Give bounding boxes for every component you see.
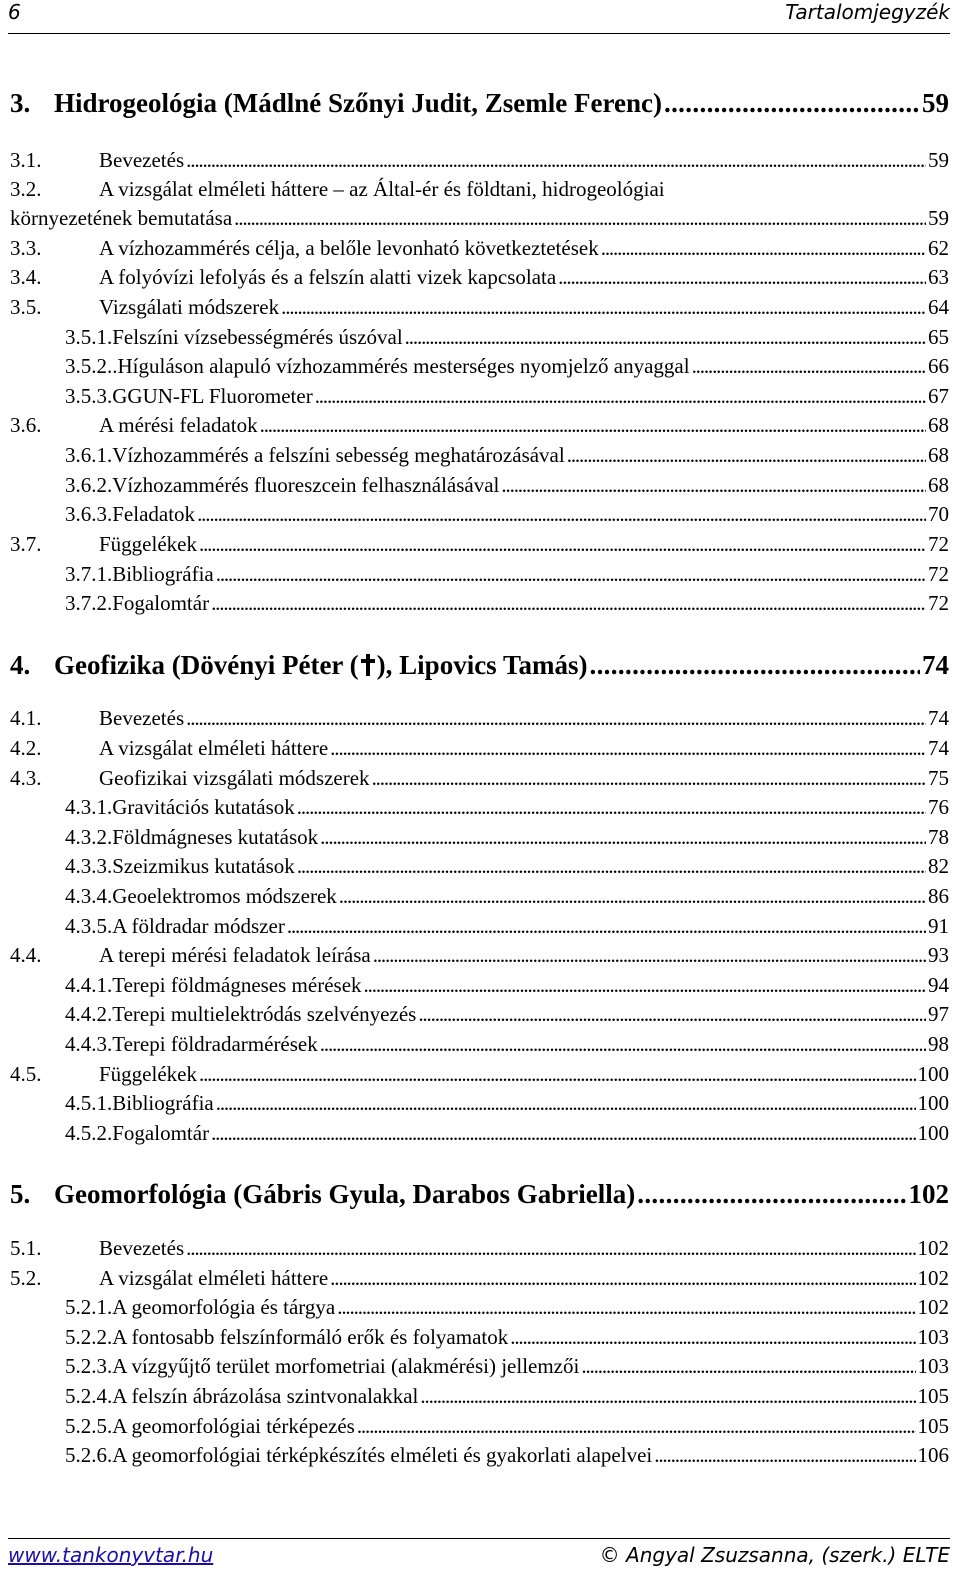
toc-entry-title-text: Fogalomtár xyxy=(112,591,210,615)
toc-entry-number: 4.4.1. xyxy=(65,973,113,997)
toc-entry-page: 86 xyxy=(928,884,949,908)
toc-entry-page: 102 xyxy=(917,1295,949,1319)
toc-entry[interactable] xyxy=(10,766,949,791)
toc-entry-number: 3.7.2. xyxy=(65,591,113,615)
dot-leader xyxy=(297,795,926,820)
dot-leader xyxy=(330,1266,915,1291)
toc-entry-title xyxy=(99,413,258,438)
toc-entry[interactable] xyxy=(10,1179,949,1210)
dot-leader xyxy=(320,825,926,850)
toc-entry-page: 68 xyxy=(928,473,949,497)
dot-leader xyxy=(199,532,926,557)
toc-entry[interactable] xyxy=(10,1121,949,1146)
toc-entry-title xyxy=(112,354,689,379)
toc-entry-page: 102 xyxy=(917,1266,949,1290)
page-footer xyxy=(8,1538,950,1567)
toc-entry[interactable] xyxy=(10,591,949,616)
dot-leader xyxy=(186,706,926,731)
toc-entry-title-text: A vizsgálat elméleti háttere – az Által-ér és földtani, hidrogeológiai xyxy=(99,177,665,201)
toc-entry-number: 3.6. xyxy=(10,413,42,437)
toc-entry[interactable] xyxy=(10,650,949,681)
toc-entry-title-text: Vízhozammérés fluoreszcein felhasználásával xyxy=(112,473,500,497)
dot-leader xyxy=(654,1443,915,1468)
toc-entry[interactable] xyxy=(10,88,949,119)
toc-entry-title-text: Gravitációs kutatások xyxy=(112,795,295,819)
toc-entry-number: 3.7.1. xyxy=(65,562,113,586)
toc-entry[interactable] xyxy=(10,384,949,409)
toc-entry-title-text: Geofizikai vizsgálati módszerek xyxy=(99,766,370,790)
dot-leader xyxy=(589,650,920,681)
dot-leader xyxy=(287,914,926,939)
toc-entry-number: 4.3.2. xyxy=(65,825,113,849)
toc-entry[interactable] xyxy=(10,502,949,527)
toc-entry[interactable] xyxy=(10,1354,949,1379)
toc-entry[interactable] xyxy=(10,206,949,231)
toc-entry[interactable] xyxy=(10,1384,949,1409)
toc-entry-number: 3.3. xyxy=(10,236,42,260)
toc-entry[interactable] xyxy=(10,325,949,350)
toc-entry-title-suffix: ), Lipovics Tamás) xyxy=(376,650,588,680)
toc-entry[interactable] xyxy=(10,236,949,261)
toc-entry-title-text: Vízhozammérés a felszíni sebesség meghatározásával xyxy=(112,443,565,467)
dot-leader xyxy=(211,1121,915,1146)
toc-entry-title-text: A vizsgálat elméleti háttere xyxy=(99,736,329,760)
toc-entry-title xyxy=(112,795,295,820)
toc-entry[interactable] xyxy=(10,1062,949,1087)
toc-entry[interactable] xyxy=(10,825,949,850)
toc-entry[interactable] xyxy=(10,177,949,202)
toc-entry-number: 4.3.3. xyxy=(65,854,113,878)
dot-leader xyxy=(418,1002,926,1027)
toc-entry[interactable] xyxy=(10,1266,949,1291)
toc-entry[interactable] xyxy=(10,413,949,438)
dot-leader xyxy=(297,854,926,879)
toc-entry-title-text: Bevezetés xyxy=(99,706,185,730)
toc-entry-number: 3.6.2. xyxy=(65,473,113,497)
toc-entry-title-text: .Híguláson alapuló vízhozammérés mesterséges nyomjelző anyaggal xyxy=(112,354,690,378)
toc-entry-title xyxy=(112,1091,213,1116)
toc-entry-title-text: Vizsgálati módszerek xyxy=(99,295,280,319)
toc-entry-title-text: A geomorfológiai térképkészítés elméleti és gyakorlati alapelvei xyxy=(112,1443,653,1467)
toc-entry[interactable] xyxy=(10,736,949,761)
toc-entry-number: 4.5.1. xyxy=(65,1091,113,1115)
toc-entry[interactable] xyxy=(10,295,949,320)
toc-entry-title xyxy=(112,973,361,998)
toc-entry-page: 62 xyxy=(928,236,949,260)
toc-entry-number: 5.2. xyxy=(10,1266,42,1290)
dot-leader xyxy=(337,1295,915,1320)
toc-entry-number: 5.2.6. xyxy=(65,1443,113,1467)
toc-entry-number: 3.7. xyxy=(10,532,42,556)
dot-leader xyxy=(186,148,926,173)
toc-entry[interactable] xyxy=(10,914,949,939)
toc-entry-title-text: Függelékek xyxy=(99,1062,197,1086)
toc-entry-page: 91 xyxy=(928,914,949,938)
toc-entry-number: 5.2.4. xyxy=(65,1384,113,1408)
toc-entry[interactable] xyxy=(10,1325,949,1350)
toc-entry-title xyxy=(99,766,370,791)
toc-entry-number: 4.3.1. xyxy=(65,795,113,819)
toc-entry-page: 59 xyxy=(922,88,949,118)
cross-icon xyxy=(360,654,376,676)
toc-entry-page: 103 xyxy=(917,1325,949,1349)
dot-leader xyxy=(339,884,926,909)
toc-entry-title xyxy=(99,148,184,173)
toc-entry-number: 5.2.1. xyxy=(65,1295,113,1319)
toc-entry-title xyxy=(54,88,662,119)
toc-entry-page: 74 xyxy=(928,706,949,730)
toc-entry[interactable] xyxy=(10,854,949,879)
toc-entry-page: 59 xyxy=(928,148,949,172)
toc-entry-number: 5. xyxy=(10,1179,31,1209)
toc-entry-title xyxy=(112,473,499,498)
toc-entry-page: 68 xyxy=(928,413,949,437)
footer-copyright: © Angyal Zsuzsanna, (szerk.) ELTE xyxy=(599,1543,950,1567)
toc-entry-number: 4. xyxy=(10,650,31,680)
toc-entry-number: 3.1. xyxy=(10,148,42,172)
dot-leader xyxy=(637,1179,906,1210)
dot-leader xyxy=(601,236,926,261)
toc-entry-title xyxy=(112,1354,579,1379)
toc-entry[interactable] xyxy=(10,532,949,557)
dot-leader xyxy=(420,1384,915,1409)
toc-entry[interactable] xyxy=(10,943,949,968)
dot-leader xyxy=(234,206,926,231)
toc-entry-number: 5.2.5. xyxy=(65,1414,113,1438)
toc-entry-title xyxy=(112,1414,355,1439)
toc-entry[interactable] xyxy=(10,562,949,587)
toc-entry-number: 3.4. xyxy=(10,265,42,289)
toc-entry-page: 72 xyxy=(928,532,949,556)
toc-entry[interactable] xyxy=(10,706,949,731)
dot-leader xyxy=(281,295,926,320)
toc-entry-title xyxy=(99,943,371,968)
toc-entry-number: 4.5. xyxy=(10,1062,42,1086)
toc-entry-page: 72 xyxy=(928,562,949,586)
dot-leader xyxy=(692,354,926,379)
dot-leader xyxy=(373,943,926,968)
toc-entry-page: 63 xyxy=(928,265,949,289)
toc-entry-title-text: A mérési feladatok xyxy=(99,413,258,437)
dot-leader xyxy=(197,502,926,527)
toc-entry-page: 78 xyxy=(928,825,949,849)
header-rule xyxy=(8,33,950,34)
toc-entry-number: 4.2. xyxy=(10,736,42,760)
toc-entry-number: 4.3. xyxy=(10,766,42,790)
toc-entry-title-text: A vízgyűjtő terület morfometriai (alakmérési) jellemzői xyxy=(112,1354,580,1378)
toc-entry-title xyxy=(112,502,195,527)
toc-entry-page: 94 xyxy=(928,973,949,997)
toc-entry-title-text: A geomorfológiai térképezés xyxy=(112,1414,355,1438)
toc-entry-title-text: Geomorfológia (Gábris Gyula, Darabos Gabriella) xyxy=(54,1179,636,1209)
toc-entry[interactable] xyxy=(10,973,949,998)
toc-entry-number: 3.5. xyxy=(10,295,42,319)
toc-entry-page: 65 xyxy=(928,325,949,349)
toc-entry-title xyxy=(99,236,599,261)
toc-entry-number: 3.6.1. xyxy=(65,443,113,467)
toc-entry[interactable] xyxy=(10,1414,949,1439)
toc-entry-title xyxy=(112,1295,335,1320)
toc-entry-title xyxy=(112,1032,318,1057)
header-title: Tartalomjegyzék xyxy=(785,0,950,24)
page-header xyxy=(8,0,950,35)
dot-leader xyxy=(216,562,926,587)
toc-entry-title-text: A terepi mérési feladatok leírása xyxy=(99,943,371,967)
toc-entry[interactable] xyxy=(10,1091,949,1116)
toc-entry-page: 66 xyxy=(928,354,949,378)
toc-entry-number: 3.6.3. xyxy=(65,502,113,526)
toc-entry-title-text: Szeizmikus kutatások xyxy=(112,854,295,878)
toc-entry-number: 4.4. xyxy=(10,943,42,967)
toc-entry-page: 93 xyxy=(928,943,949,967)
dot-leader xyxy=(315,384,926,409)
toc-entry-number: 3. xyxy=(10,88,31,118)
toc-entry-title xyxy=(54,650,587,681)
toc-entry-page: 103 xyxy=(917,1354,949,1378)
dot-leader xyxy=(216,1091,916,1116)
toc-entry[interactable] xyxy=(10,1295,949,1320)
toc-entry-title xyxy=(99,736,328,761)
toc-entry-title xyxy=(112,1384,418,1409)
toc-entry-page: 67 xyxy=(928,384,949,408)
toc-entry-title xyxy=(99,1266,328,1291)
dot-leader xyxy=(372,766,926,791)
toc-entry-number: 3.5.2. xyxy=(65,354,113,378)
toc-entry-page: 82 xyxy=(928,854,949,878)
toc-entry-page: 74 xyxy=(928,736,949,760)
toc-entry-title-text: Bibliográfia xyxy=(112,562,214,586)
toc-entry-title-text: Feladatok xyxy=(112,502,196,526)
toc-entry-page: 59 xyxy=(928,206,949,230)
toc-entry-page: 74 xyxy=(922,650,949,680)
toc-entry-page: 97 xyxy=(928,1002,949,1026)
toc-entry-title xyxy=(112,443,564,468)
toc-entry-number: 4.3.5. xyxy=(65,914,113,938)
toc-entry-number: 5.2.3. xyxy=(65,1354,113,1378)
toc-entry-title-text: A földradar módszer xyxy=(112,914,285,938)
dot-leader xyxy=(558,265,926,290)
toc-entry-page: 98 xyxy=(928,1032,949,1056)
toc-entry-page: 100 xyxy=(917,1121,949,1145)
toc-entry-title-text: Terepi földradarmérések xyxy=(112,1032,318,1056)
toc-entry-page: 70 xyxy=(928,502,949,526)
toc-entry[interactable] xyxy=(10,1032,949,1057)
toc-entry-title xyxy=(99,1236,184,1261)
dot-leader xyxy=(186,1236,915,1261)
toc-entry-page: 105 xyxy=(917,1384,949,1408)
dot-leader xyxy=(211,591,926,616)
toc-entry[interactable] xyxy=(10,795,949,820)
toc-entry[interactable] xyxy=(10,884,949,909)
toc-entry-page: 100 xyxy=(917,1091,949,1115)
toc-entry-number: 4.3.4. xyxy=(65,884,113,908)
toc-entry-page: 75 xyxy=(928,766,949,790)
toc-entry-title xyxy=(10,206,232,231)
toc-entry-title xyxy=(99,295,279,320)
toc-entry-title-text: A vizsgálat elméleti háttere xyxy=(99,1266,329,1290)
dot-leader xyxy=(260,413,926,438)
toc-entry-title-text: A folyóvízi lefolyás és a felszín alatti vizek kapcsolata xyxy=(99,265,557,289)
toc-entry-page: 72 xyxy=(928,591,949,615)
toc-entry-title-text: Bevezetés xyxy=(99,1236,185,1260)
toc-entry-title xyxy=(112,854,295,879)
page-number: 6 xyxy=(8,0,21,24)
toc-entry-title xyxy=(112,884,337,909)
toc-entry-title-text: Bevezetés xyxy=(99,148,185,172)
toc-entry[interactable] xyxy=(10,443,949,468)
dot-leader xyxy=(567,443,926,468)
toc-entry-number: 3.5.3. xyxy=(65,384,113,408)
toc-entry-page: 64 xyxy=(928,295,949,319)
toc-entry-title xyxy=(112,591,209,616)
toc-entry-title xyxy=(54,1179,635,1210)
toc-entry[interactable] xyxy=(10,265,949,290)
toc-entry-title xyxy=(99,532,197,557)
toc-entry-number: 4.4.3. xyxy=(65,1032,113,1056)
toc-entry-title-text: Bibliográfia xyxy=(112,1091,214,1115)
toc-entry-title-text: Földmágneses kutatások xyxy=(112,825,319,849)
toc-entry-title xyxy=(112,384,312,409)
toc-entry-number: 4.1. xyxy=(10,706,42,730)
toc-entry-page: 105 xyxy=(917,1414,949,1438)
toc-entry-title-text: A vízhozammérés célja, a belőle levonható következtetések xyxy=(99,236,599,260)
dot-leader xyxy=(364,973,926,998)
toc-entry-title xyxy=(112,1325,508,1350)
toc-entry-title-text: Terepi multielektródás szelvényezés xyxy=(112,1002,417,1026)
toc-entry-number: 3.2. xyxy=(10,177,42,201)
toc-entry-title-text: Felszíni vízsebességmérés úszóval xyxy=(112,325,403,349)
toc-entry-page: 102 xyxy=(917,1236,949,1260)
toc-entry-page: 102 xyxy=(908,1179,949,1209)
dot-leader xyxy=(357,1414,916,1439)
toc-entry-title-text: Geofizika (Dövényi Péter ( xyxy=(54,650,359,680)
dot-leader xyxy=(581,1354,915,1379)
toc-entry-title xyxy=(112,825,318,850)
toc-entry-title-text: Hidrogeológia (Mádlné Szőnyi Judit, Zsemle Ferenc) xyxy=(54,88,662,118)
toc-entry-title xyxy=(112,914,285,939)
toc-entry-title xyxy=(112,1443,652,1468)
toc-entry-number: 4.5.2. xyxy=(65,1121,113,1145)
toc-entry[interactable] xyxy=(10,1002,949,1027)
toc-entry-number: 5.2.2. xyxy=(65,1325,113,1349)
toc-entry-title-text: A felszín ábrázolása szintvonalakkal xyxy=(112,1384,419,1408)
footer-link[interactable]: www.tankonyvtar.hu xyxy=(8,1543,214,1567)
toc-entry-title-text: környezetének bemutatása xyxy=(10,206,233,230)
toc-entry-page: 106 xyxy=(917,1443,949,1467)
dot-leader xyxy=(501,473,926,498)
toc-entry-page: 76 xyxy=(928,795,949,819)
toc-entry-title xyxy=(112,1002,416,1027)
toc-entry-title xyxy=(112,325,402,350)
toc-entry-title xyxy=(112,562,213,587)
toc-entry-title xyxy=(99,177,665,202)
dot-leader xyxy=(664,88,920,119)
toc-entry-number: 5.1. xyxy=(10,1236,42,1260)
toc-entry-title-text: A fontosabb felszínformáló erők és folyamatok xyxy=(112,1325,509,1349)
toc-entry-page: 68 xyxy=(928,443,949,467)
toc-entry[interactable] xyxy=(10,1443,949,1468)
dot-leader xyxy=(320,1032,926,1057)
toc-entry-title-text: Geoelektromos módszerek xyxy=(112,884,337,908)
toc-entry-title xyxy=(99,265,556,290)
toc-entry-title-text: Terepi földmágneses mérések xyxy=(112,973,362,997)
toc-entry-page: 100 xyxy=(917,1062,949,1086)
toc-entry[interactable] xyxy=(10,1236,949,1261)
dot-leader xyxy=(199,1062,916,1087)
toc-entry-title xyxy=(99,706,184,731)
toc-entry-title-text: A geomorfológia és tárgya xyxy=(112,1295,336,1319)
toc-entry-title xyxy=(112,1121,209,1146)
dot-leader xyxy=(330,736,926,761)
toc-entry-title-text: Függelékek xyxy=(99,532,197,556)
dot-leader xyxy=(510,1325,915,1350)
toc-entry-title xyxy=(99,1062,197,1087)
toc-entry[interactable] xyxy=(10,473,949,498)
dot-leader xyxy=(405,325,926,350)
toc-entry-title-text: GGUN-FL Fluorometer xyxy=(112,384,313,408)
toc-entry-number: 3.5.1. xyxy=(65,325,113,349)
toc-entry[interactable] xyxy=(10,354,949,379)
toc-entry-number: 4.4.2. xyxy=(65,1002,113,1026)
toc-entry-title-text: Fogalomtár xyxy=(112,1121,210,1145)
toc-entry[interactable] xyxy=(10,148,949,173)
